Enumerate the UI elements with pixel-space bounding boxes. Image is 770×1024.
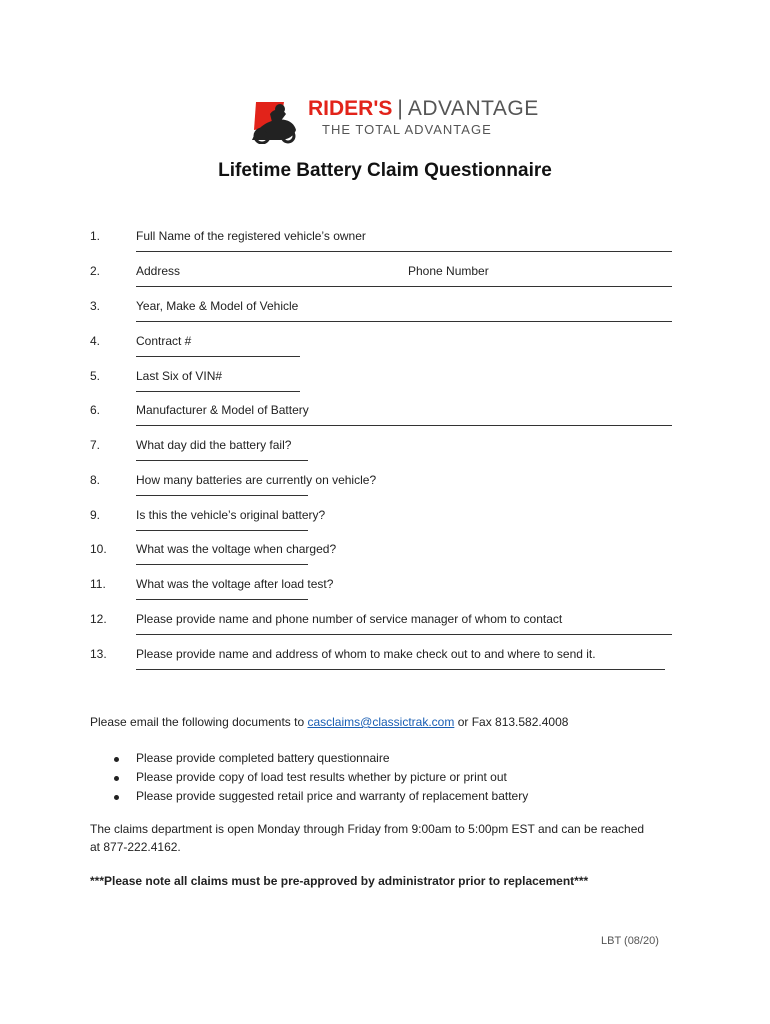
- question-label: What was the voltage when charged?: [136, 542, 337, 556]
- question-item: [0, 334, 770, 368]
- bullet-icon: [114, 795, 119, 800]
- question-item: [0, 438, 770, 472]
- page-title: Lifetime Battery Claim Questionnaire: [218, 160, 552, 181]
- question-number: 8.: [90, 473, 101, 487]
- pre-approval-note: ***Please note all claims must be pre-approved by administrator prior to replacement***: [90, 874, 589, 888]
- question-number: 4.: [90, 334, 101, 348]
- question-label: Contract #: [136, 334, 192, 348]
- question-item: [0, 473, 770, 507]
- brand-right: ADVANTAGE: [407, 97, 539, 120]
- email-link[interactable]: casclaims@classictrak.com: [307, 715, 455, 729]
- list-item: [110, 751, 528, 770]
- answer-line[interactable]: [136, 425, 672, 426]
- list-item: [110, 770, 528, 789]
- question-item: [0, 403, 770, 437]
- question-item: [0, 508, 770, 542]
- brand-tagline: THE TOTAL ADVANTAGE: [322, 122, 492, 137]
- answer-line[interactable]: [136, 495, 308, 496]
- question-item: [0, 577, 770, 611]
- brand-separator: |: [397, 97, 403, 120]
- form-code: LBT (08/20): [601, 935, 659, 947]
- hours-text-line-2: at 877-222.4162.: [90, 840, 181, 854]
- motorcycle-rider-icon: [250, 100, 300, 144]
- question-item: [0, 229, 770, 263]
- answer-line[interactable]: [136, 286, 672, 287]
- question-number: 7.: [90, 438, 101, 452]
- answer-line[interactable]: [136, 599, 308, 600]
- question-number: 13.: [90, 647, 107, 661]
- question-label: Please provide name and address of whom to make check out to and where to send it.: [136, 647, 596, 661]
- hours-text-line-1: The claims department is open Monday through Friday from 9:00am to 5:00pm EST and can be reached: [90, 822, 645, 836]
- brand-left: RIDER'S: [308, 97, 393, 120]
- question-item: [0, 299, 770, 333]
- question-item: [0, 612, 770, 646]
- answer-line[interactable]: [136, 321, 672, 322]
- bullet-icon: [114, 776, 119, 781]
- list-item-text: Please provide completed battery questionnaire: [136, 751, 390, 765]
- question-label: Is this the vehicle’s original battery?: [136, 508, 326, 522]
- answer-line[interactable]: [136, 564, 308, 565]
- question-number: 11.: [90, 577, 106, 591]
- answer-line[interactable]: [136, 530, 308, 531]
- question-number: 10.: [90, 542, 107, 556]
- answer-line[interactable]: [136, 634, 672, 635]
- question-number: 12.: [90, 612, 107, 626]
- question-item: [0, 542, 770, 576]
- question-number: 1.: [90, 229, 101, 243]
- company-logo: [250, 97, 539, 146]
- question-label: Last Six of VIN#: [136, 369, 223, 383]
- question-item: [0, 264, 770, 298]
- question-number: 9.: [90, 508, 101, 522]
- question-number: 3.: [90, 299, 101, 313]
- question-label: Manufacturer & Model of Battery: [136, 403, 309, 417]
- email-text-before: Please email the following documents to: [90, 715, 305, 729]
- document-list: [110, 751, 528, 808]
- question-label-secondary: Phone Number: [408, 264, 489, 278]
- question-label: Full Name of the registered vehicle’s owner: [136, 229, 366, 243]
- question-label: Please provide name and phone number of service manager of whom to contact: [136, 612, 563, 626]
- question-label: Address: [136, 264, 181, 278]
- question-label: What day did the battery fail?: [136, 438, 292, 452]
- question-item: [0, 647, 770, 681]
- answer-line[interactable]: [136, 460, 308, 461]
- answer-line[interactable]: [136, 669, 665, 670]
- bullet-icon: [114, 757, 119, 762]
- question-label: What was the voltage after load test?: [136, 577, 334, 591]
- question-label: How many batteries are currently on vehicle?: [136, 473, 377, 487]
- question-number: 5.: [90, 369, 101, 383]
- answer-line[interactable]: [136, 251, 672, 252]
- answer-line[interactable]: [136, 391, 300, 392]
- email-instructions: [90, 715, 568, 729]
- brand-name: [308, 98, 539, 120]
- answer-line[interactable]: [136, 356, 300, 357]
- question-number: 2.: [90, 264, 101, 278]
- email-text-after: or Fax 813.582.4008: [457, 715, 569, 729]
- list-item: [110, 789, 528, 808]
- list-item-text: Please provide copy of load test results whether by picture or print out: [136, 770, 507, 784]
- list-item-text: Please provide suggested retail price and warranty of replacement battery: [136, 789, 529, 803]
- question-item: [0, 369, 770, 403]
- question-label: Year, Make & Model of Vehicle: [136, 299, 299, 313]
- question-number: 6.: [90, 403, 101, 417]
